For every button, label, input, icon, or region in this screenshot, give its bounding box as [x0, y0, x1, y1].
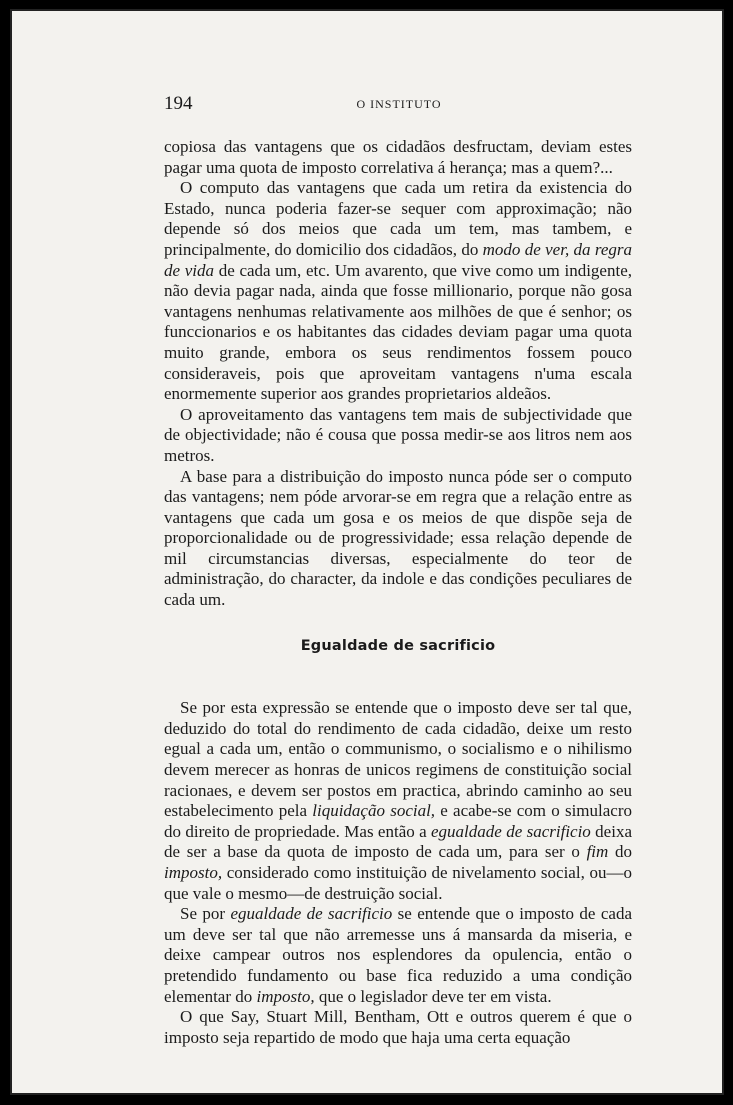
- italic-text: fim: [586, 842, 609, 862]
- text-run: do: [608, 842, 632, 862]
- text-run: de cada um, etc. Um avarento, que vive como um indigente, não devia pagar nada, ainda que fosse millionario, porque não gosa vantagens nenhumas relativamente aos milhões de que é senhor; os funccionarios e os habitantes das cidades deviam pagar uma quota muito grande, embora os seus rendimentos fossem pouco consideraveis, pois que aproveitam vantagens n'uma escala enormemente superior aos grandes proprietarios aldeãos.: [164, 260, 632, 404]
- paragraph-p2: [164, 178, 632, 405]
- text-run: Se por: [180, 904, 231, 924]
- italic-text: imposto,: [256, 986, 315, 1006]
- page-number: 194: [164, 93, 193, 114]
- italic-text: imposto,: [164, 863, 223, 882]
- text-run: O aproveitamento das vantagens tem mais de subjectividade que de objectividade; não é cousa que possa medir-se aos litros nem aos metros.: [164, 404, 632, 465]
- section-title: Egualdade de sacrificio: [300, 637, 496, 654]
- paragraph-p4: [164, 467, 632, 611]
- text-run: O computo das vantagens que cada um retira da existencia do Estado, nunca poderia fazer-se sequer com approximação; não depende só dos meios que cada um tem, mas tambem, e principalmente, do domicilio dos cidadãos, do: [164, 178, 632, 259]
- italic-text: modo de ver, da regra de vida: [164, 239, 632, 280]
- paragraph-p1: [164, 137, 632, 178]
- text-run: deixa de ser a base da quota de imposto de cada um, para ser o: [164, 821, 632, 862]
- page-header: [164, 93, 634, 115]
- text-run: copiosa das vantagens que os cidadãos desfructam, deviam estes pagar uma quota de imposto correlativa á herança; mas a quem?...: [164, 137, 632, 177]
- text-run: O que Say, Stuart Mill, Bentham, Ott e outros querem é que o imposto seja repartido de modo que haja uma certa equação: [164, 1007, 632, 1047]
- book-page: [10, 9, 724, 1095]
- text-run: Se por esta expressão se entende que o imposto deve ser tal que, deduzido do total do rendimento de cada cidadão, deixe um resto egual a cada um, então o communismo, o socialismo e o nihilismo devem merecer as honras de unicos regimens de constituição social racionaes, e devem ser postos em practica, abrindo caminho ao seu estabelecimento pela: [164, 698, 632, 821]
- paragraph-p6: [164, 904, 632, 1007]
- text-run: considerado como instituição de nivelamento social, ou—o que vale o mesmo—de destruição social.: [164, 863, 632, 903]
- text-run: A base para a distribuição do imposto nunca póde ser o computo das vantagens; nem póde arvorar-se em regra que a relação entre as vantagens que cada um gosa e os meios de que dispõe seja de proporcionalidade ou de progressividade; essa relação depende de mil circumstancias diversas, especialmente do teor de administração, do character, da indole e das condições peculiares de cada um.: [164, 466, 632, 610]
- paragraph-p7: [164, 1007, 632, 1048]
- paragraphs-before-section: [164, 137, 632, 611]
- paragraphs-after-section: [164, 698, 632, 1048]
- italic-text: egualdade de sacrificio: [431, 821, 591, 841]
- running-title: O INSTITUTO: [356, 97, 442, 111]
- paragraph-p5: [164, 698, 632, 904]
- paragraph-p3: [164, 405, 632, 467]
- text-run: e acabe-se com o simulacro do direito de propriedade. Mas então a: [164, 801, 633, 841]
- italic-text: egualdade de sacrificio: [230, 904, 393, 924]
- body-text: [164, 137, 632, 1048]
- text-run: que o legislador deve ter em vista.: [314, 986, 552, 1006]
- italic-text: liquidação social,: [312, 801, 436, 821]
- text-run: se entende que o imposto de cada um deve ser tal que não arremesse uns á mansarda da miseria, e deixe campear outros nos esplendores da opulencia, então o pretendido fundamento ou base fica reduzido a uma condição elementar do: [164, 904, 632, 1006]
